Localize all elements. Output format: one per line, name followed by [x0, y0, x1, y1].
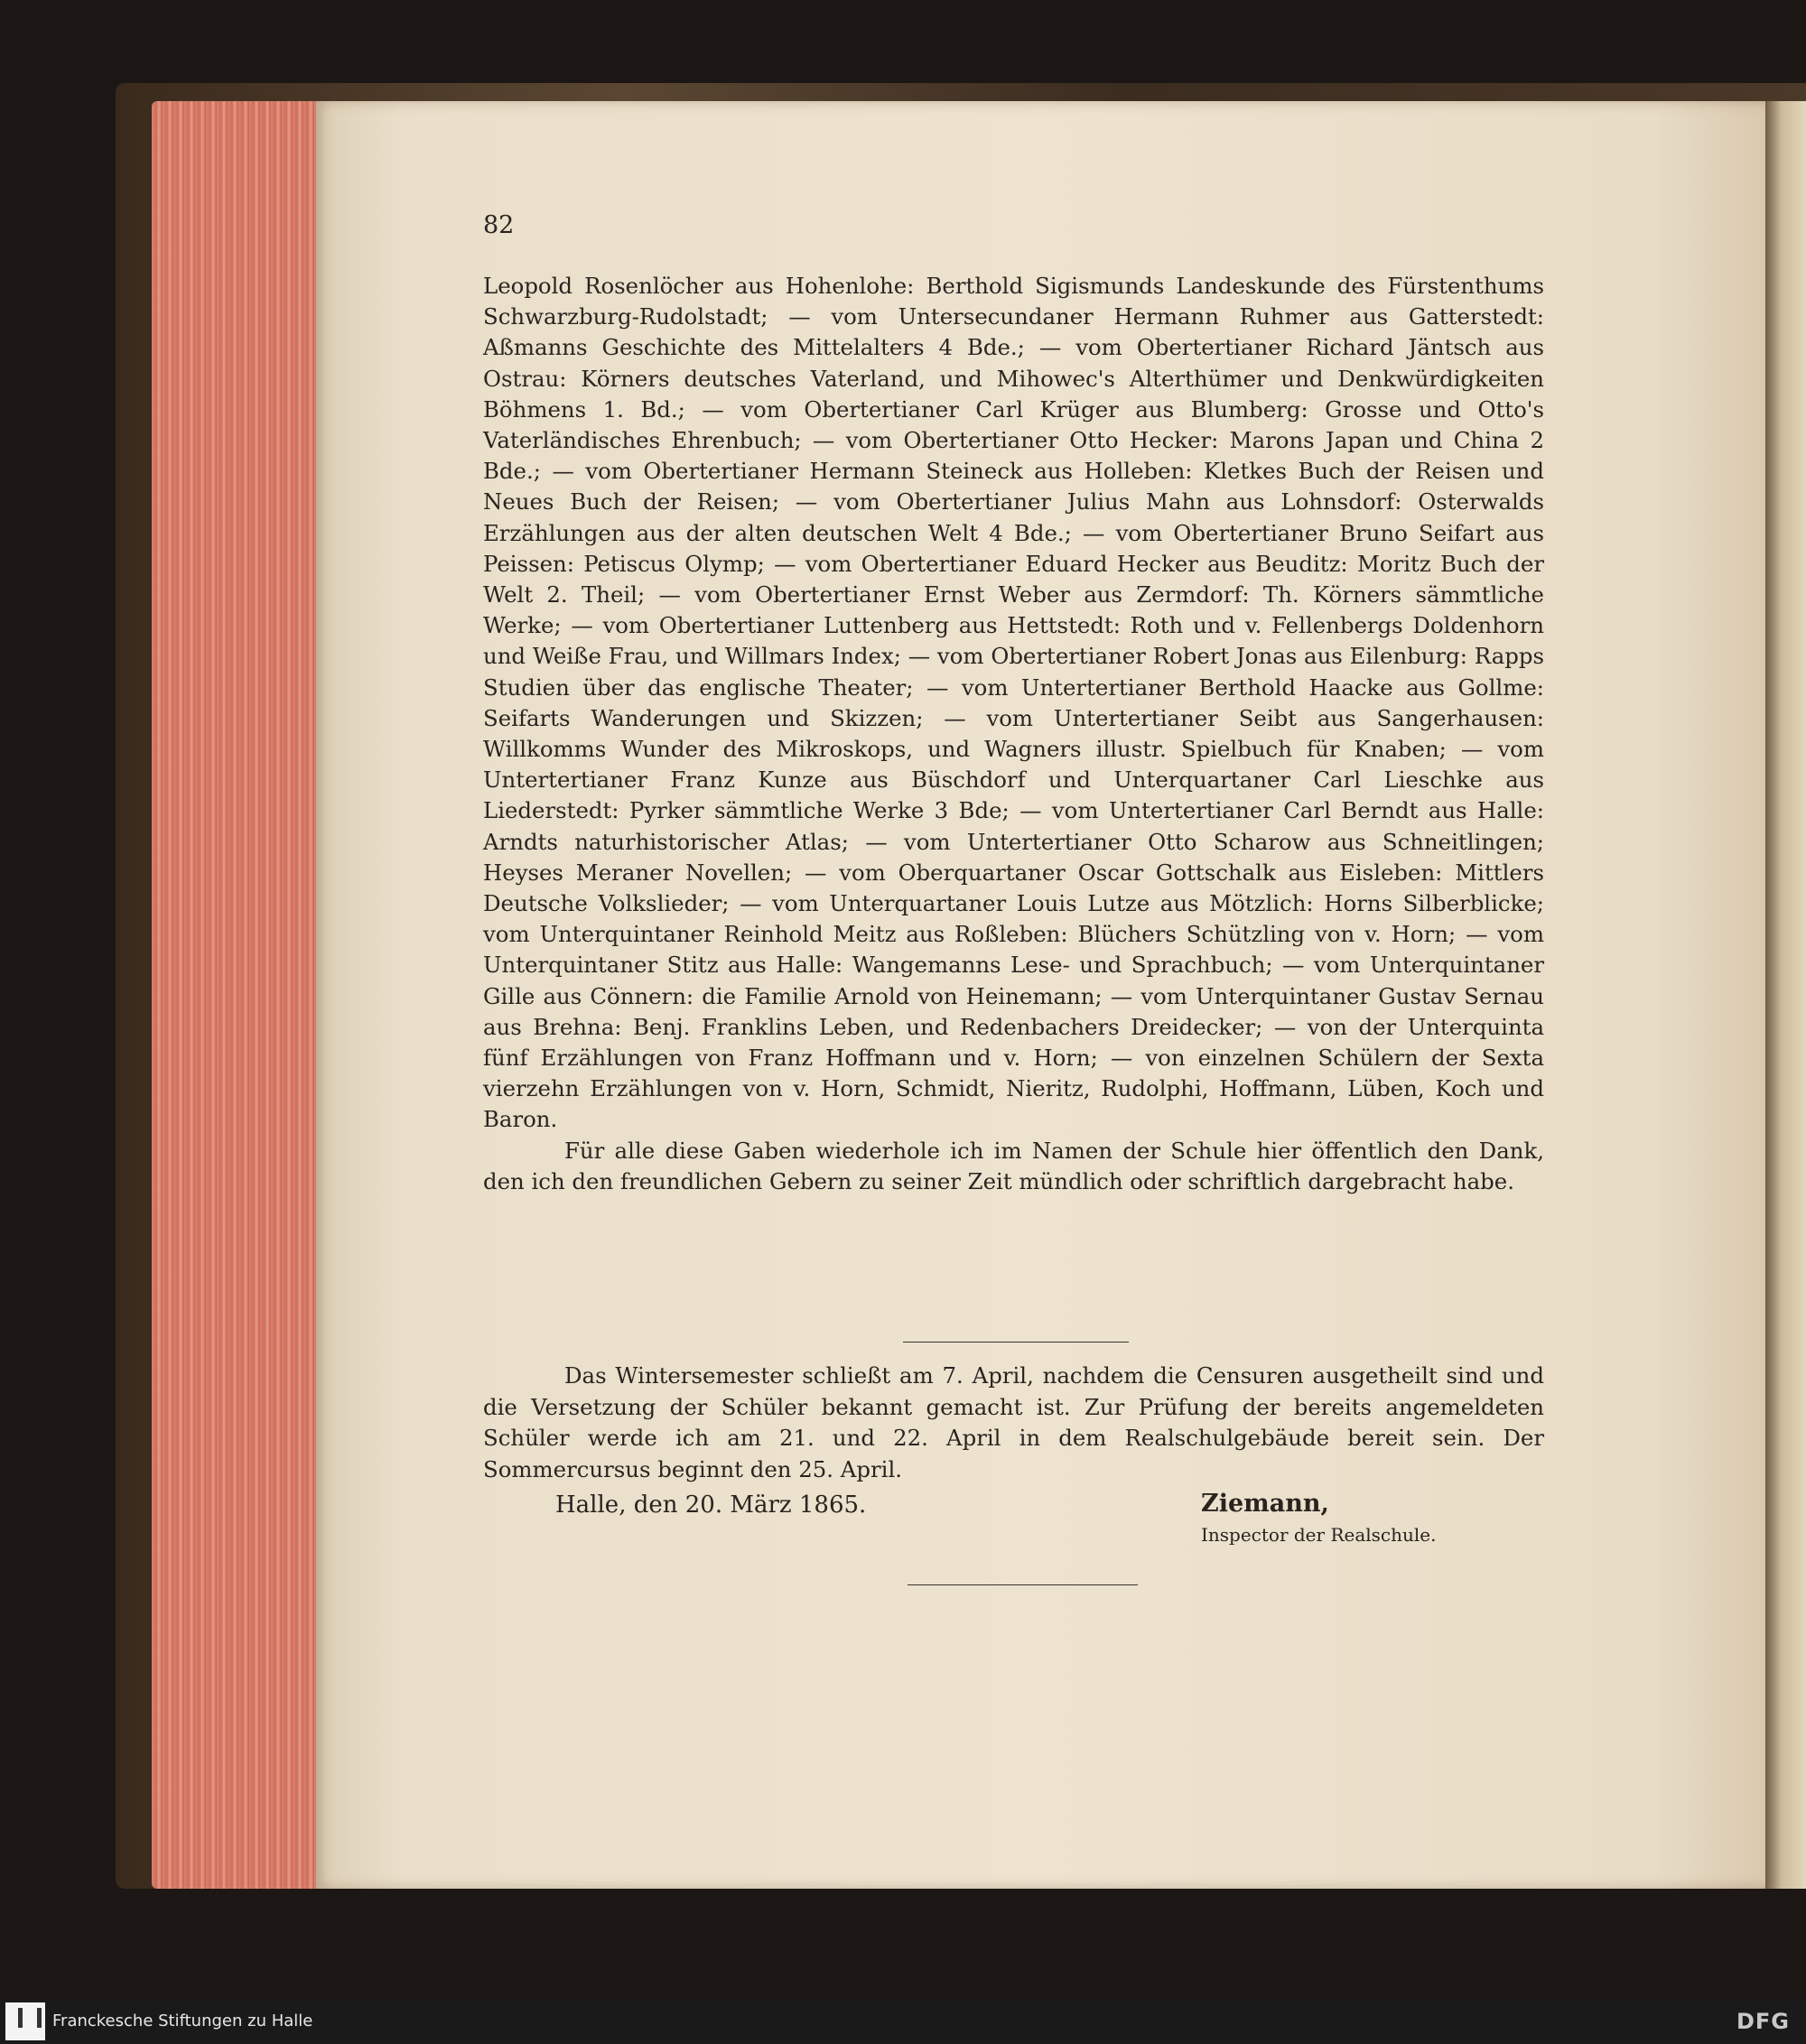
semester-notice: Das Wintersemester schließt am 7. April, nachdem die Censuren ausgetheilt sind und die Versetzung der Schüler bekannt gemacht ist. Zur Prüfung der bereits angemeldeten Schüler werde ich am 21. und 22. April in dem Realschulgebäude bereit sein. Der Sommercursus beginnt den 25. April.: [483, 1362, 1544, 1482]
body-text: [483, 271, 1544, 1197]
thanks-paragraph: Für alle diese Gaben wiederhole ich im Namen der Schule hier öffentlich den Dank, den ich den freundlichen Gebern zu seiner Zeit mündlich oder schriftlich dargebracht habe.: [483, 1137, 1544, 1194]
end-divider: [908, 1584, 1138, 1585]
donation-list-paragraph: Leopold Rosenlöcher aus Hohenlohe: Berthold Sigismunds Landeskunde des Fürstenthums Schwarzburg-Rudolstadt; — vom Untersecundaner Hermann Ruhmer aus Gatterstedt: Aßmanns Geschichte des Mittelalters 4 Bde.; — vom Obertertianer Richard Jäntsch aus Ostrau: Körners deutsches Vaterland, und Mihowec's Alterthümer und Denkwürdigkeiten Böhmens 1. Bd.; — vom Obertertianer Carl Krüger aus Blumberg: Grosse und Otto's Vaterländisches Ehrenbuch; — vom Obertertianer Otto Hecker: Marons Japan und China 2 Bde.; — vom Obertertianer Hermann Steineck aus Holleben: Kletkes Buch der Reisen und Neues Buch der Reisen; — vom Obertertianer Julius Mahn aus Lohnsdorf: Osterwalds Erzählungen aus der alten deutschen Welt 4 Bde.; — vom Obertertianer Bruno Seifart aus Peissen: Petiscus Olymp; — vom Obertertianer Eduard Hecker aus Beuditz: Moritz Buch der Welt 2. Theil; — vom Obertertianer Ernst Weber aus Zermdorf: Th. Körners sämmtliche Werke; — vom Obertertianer Luttenberg aus Hettstedt: Roth und v. Fellenbergs Doldenhorn und Weiße Frau, und Willmars Index; — vom Obertertianer Robert Jonas aus Eilenburg: Rapps Studien über das englische Theater; — vom Untertertianer Berthold Haacke aus Gollme: Seifarts Wanderungen und Skizzen; — vom Untertertianer Seibt aus Sangerhausen: Willkomms Wunder des Mikroskops, und Wagners illustr. Spielbuch für Knaben; — vom Untertertianer Franz Kunze aus Büschdorf und Unterquartaner Carl Lieschke aus Liederstedt: Pyrker sämmtliche Werke 3 Bde; — vom Untertertianer Carl Berndt aus Halle: Arndts naturhistorischer Atlas; — vom Untertertianer Otto Scharow aus Schneitlingen; Heyses Meraner Novellen; — vom Oberquartaner Oscar Gottschalk aus Eisleben: Mittlers Deutsche Volkslieder; — vom Unterquartaner Louis Lutze aus Mötzlich: Horns Silberblicke; vom Unterquintaner Reinhold Meitz aus Roßleben: Blüchers Schützling von v. Horn; — vom Unterquintaner Stitz aus Halle: Wangemanns Lese- und Sprachbuch; — vom Unterquintaner Gille aus Cönnern: die Familie Arnold von Heinemann; — vom Unterquintaner Gustav Sernau aus Brehna: Benj. Franklins Leben, und Redenbachers Dreidecker; — von der Unterquinta fünf Erzählungen von Franz Hoffmann und v. Horn; — von einzelnen Schülern der Sexta vierzehn Erzählungen von v. Horn, Schmidt, Nieritz, Rudolphi, Hoffmann, Lüben, Koch und Baron.: [483, 273, 1544, 1133]
signature-title: Inspector der Realschule.: [1201, 1524, 1437, 1546]
notice-text: [483, 1361, 1544, 1485]
viewer-footer-bar: [0, 1999, 1806, 2044]
facing-page-edge: [1765, 101, 1806, 1889]
section-divider: [903, 1342, 1129, 1343]
book-page: [316, 101, 1770, 1889]
page-number: 82: [483, 211, 515, 239]
institution-name[interactable]: Franckesche Stiftungen zu Halle: [52, 2011, 313, 2030]
dfg-logo[interactable]: DFG: [1736, 2009, 1790, 2034]
page-edges: [152, 101, 323, 1889]
signature-name: Ziemann,: [1201, 1490, 1329, 1518]
place-date-line: Halle, den 20. März 1865.: [555, 1491, 867, 1519]
institution-logo-icon: [5, 2002, 45, 2040]
